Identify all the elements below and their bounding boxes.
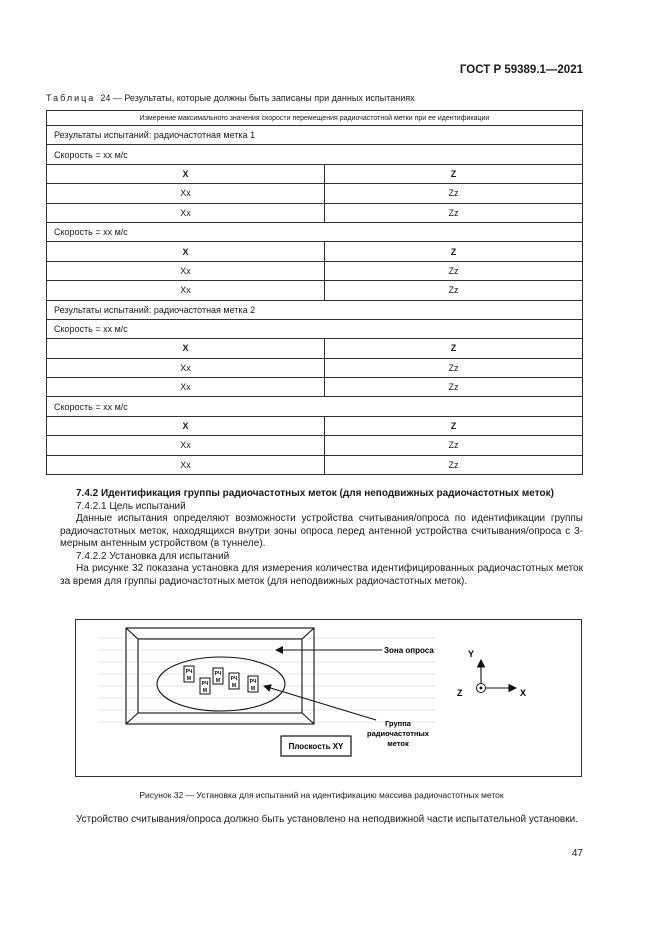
tag-label-bottom: М — [186, 676, 192, 682]
document-code: ГОСТ Р 59389.1—2021 — [459, 64, 583, 76]
cell-z: Zz — [325, 281, 583, 300]
cell-x: Xx — [47, 436, 325, 455]
speed-label: Скорость = xx м/с — [47, 319, 583, 338]
axis-z-label: Z — [457, 688, 463, 698]
zone-label: Зона опроса — [384, 646, 434, 655]
tag-label-top: РЧ — [214, 671, 222, 677]
column-x-header: X — [47, 339, 325, 358]
rf-tag — [229, 673, 239, 689]
result-label: Результаты испытаний: радиочастотная метка 2 — [47, 300, 583, 319]
paragraph: Данные испытания определяют возможности устройства считывания/опроса по идентификации группы радиочастотных меток, находящихся внутри зоны опроса перед антенной устройства считывания/опроса с 3-мерным антенным устройством (в туннеле). — [60, 513, 583, 549]
rf-tags — [184, 666, 258, 694]
results-table — [46, 110, 583, 475]
group-label-line3: меток — [387, 739, 409, 748]
figure-caption: Рисунок 32 — Установка для испытаний на идентификацию массива радиочастотных меток — [139, 790, 504, 800]
cell-x: Xx — [47, 261, 325, 280]
table-caption — [46, 93, 415, 103]
group-label-line1: Группа — [385, 719, 411, 728]
table-row — [47, 300, 583, 319]
table-head: Измерение максимального значения скорости перемещения радиочастотной метки при ее идентификации — [47, 111, 583, 126]
tag-label-bottom: М — [215, 678, 221, 684]
column-x-header: X — [47, 416, 325, 435]
table-row — [47, 436, 583, 455]
column-x-header: X — [47, 164, 325, 183]
table-row — [47, 261, 583, 280]
cell-z: Zz — [325, 378, 583, 397]
table-row — [47, 281, 583, 300]
column-z-header: Z — [325, 339, 583, 358]
cell-z: Zz — [325, 184, 583, 203]
table-caption-word: Таблица — [46, 93, 96, 103]
cell-z: Zz — [325, 203, 583, 222]
table-row — [47, 416, 583, 435]
table-row — [47, 378, 583, 397]
section-title: 7.4.2 Идентификация группы радиочастотных меток (для неподвижных радиочастотных меток) — [76, 488, 554, 499]
cell-z: Zz — [325, 455, 583, 474]
cell-z: Zz — [325, 358, 583, 377]
column-x-header: X — [47, 242, 325, 261]
table-row — [47, 358, 583, 377]
cell-x: Xx — [47, 203, 325, 222]
rf-tag — [213, 668, 223, 684]
tag-label-bottom: М — [231, 683, 237, 689]
figure-32 — [75, 619, 582, 777]
column-z-header: Z — [325, 242, 583, 261]
tag-label-top: РЧ — [185, 669, 193, 675]
table-row — [47, 203, 583, 222]
subsection-title: 7.4.2.1 Цель испытаний — [76, 500, 186, 512]
group-label-line2: радиочастотных — [367, 729, 429, 738]
cell-x: Xx — [47, 281, 325, 300]
tag-label-bottom: М — [250, 686, 256, 692]
page-number: 47 — [571, 848, 583, 859]
table-row — [47, 164, 583, 183]
table-row — [47, 397, 583, 416]
paragraph: На рисунке 32 показана установка для измерения количества идентифицированных радиочастотных меток за время для группы радиочастотных меток (для неподвижных радиочастотных меток). — [60, 563, 583, 587]
rf-tag — [200, 678, 210, 694]
axis-y-label: Y — [468, 649, 475, 659]
column-z-header: Z — [325, 164, 583, 183]
table-row — [47, 145, 583, 164]
table-caption-text: 24 — Результаты, которые должны быть записаны при данных испытаниях — [100, 93, 415, 103]
table-head-row — [47, 111, 583, 126]
table-row — [47, 339, 583, 358]
axis-x-label: X — [520, 688, 527, 698]
axes — [457, 649, 526, 698]
table-row — [47, 319, 583, 338]
column-z-header: Z — [325, 416, 583, 435]
table-row — [47, 455, 583, 474]
table-row — [47, 242, 583, 261]
cell-x: Xx — [47, 358, 325, 377]
table-row — [47, 222, 583, 241]
tag-label-top: РЧ — [230, 676, 238, 682]
table-row — [47, 126, 583, 145]
tag-label-bottom: М — [202, 688, 208, 694]
speed-label: Скорость = xx м/с — [47, 145, 583, 164]
result-label: Результаты испытаний: радиочастотная метка 1 — [47, 126, 583, 145]
test-setup-diagram — [76, 620, 581, 776]
group-arrow — [264, 686, 376, 720]
xy-plane-label: Плоскость XY — [288, 742, 344, 751]
cell-x: Xx — [47, 455, 325, 474]
cell-z: Zz — [325, 261, 583, 280]
rf-tag — [248, 676, 258, 692]
cell-x: Xx — [47, 184, 325, 203]
cell-z: Zz — [325, 436, 583, 455]
subsection-title: 7.4.2.2 Установка для испытаний — [76, 550, 230, 562]
tag-label-top: РЧ — [249, 679, 257, 685]
rf-tag — [184, 666, 194, 682]
closing-paragraph: Устройство считывания/опроса должно быть установлено на неподвижной части испытательной установки. — [76, 814, 578, 825]
speed-label: Скорость = xx м/с — [47, 397, 583, 416]
tag-label-top: РЧ — [201, 681, 209, 687]
speed-label: Скорость = xx м/с — [47, 222, 583, 241]
table-row — [47, 184, 583, 203]
cell-x: Xx — [47, 378, 325, 397]
section-body — [60, 488, 583, 588]
